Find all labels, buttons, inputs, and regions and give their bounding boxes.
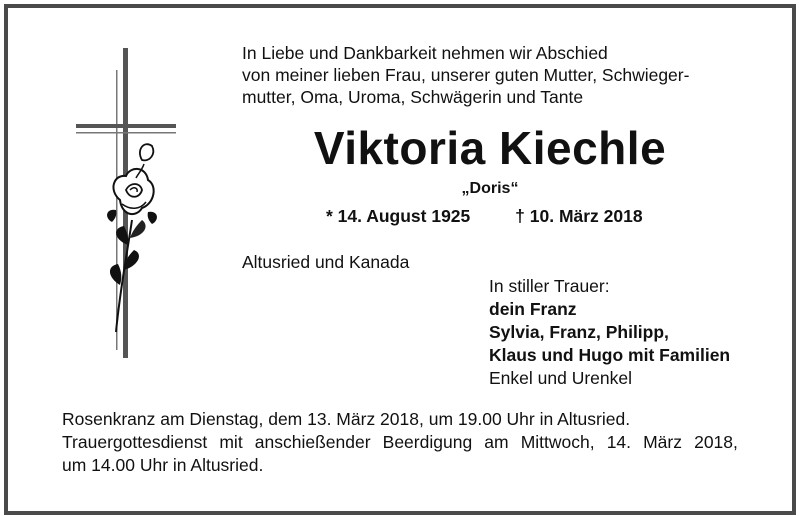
- mourners-heading: In stiller Trauer:: [489, 276, 610, 296]
- deceased-nickname: „Doris“: [461, 180, 519, 197]
- notice-word: am: [484, 432, 509, 452]
- notice-word: 14.: [606, 432, 632, 452]
- notice-word: Trauergottesdienst: [62, 432, 208, 452]
- notice-word: mit: [219, 432, 243, 452]
- deceased-name: Viktoria Kiechle: [313, 122, 667, 174]
- intro-line: In Liebe und Dankbarkeit nehmen wir Abschied: [242, 43, 608, 63]
- notice-word: 2018,: [694, 432, 738, 452]
- notice-word: März: [643, 432, 682, 452]
- mourner-line: Enkel und Urenkel: [489, 368, 632, 388]
- cross-with-rose-icon: [60, 40, 190, 370]
- notice-word: Mittwoch,: [520, 432, 595, 452]
- notice-word: Beerdigung: [382, 432, 473, 452]
- intro-text: [242, 42, 762, 108]
- birth-date: * 14. August 1925: [326, 206, 471, 226]
- intro-line: mutter, Oma, Uroma, Schwägerin und Tante: [242, 87, 584, 107]
- rosary-notice: Rosenkranz am Dienstag, dem 13. März 2018, um 19.00 Uhr in Altusried.: [62, 409, 631, 429]
- mourner-line: Klaus und Hugo mit Familien: [489, 345, 731, 365]
- funeral-service-notice-line2: um 14.00 Uhr in Altusried.: [62, 455, 264, 475]
- service-notices: [62, 408, 742, 477]
- funeral-service-notice: [62, 431, 738, 454]
- death-date: † 10. März 2018: [515, 206, 643, 226]
- residence-place: Altusried und Kanada: [242, 252, 410, 272]
- mourner-line: dein Franz: [489, 299, 577, 319]
- mourners-block: [489, 275, 730, 390]
- intro-line: von meiner lieben Frau, unserer guten Mutter, Schwieger-: [242, 65, 690, 85]
- notice-word: anschießender: [254, 432, 371, 452]
- life-dates: [326, 206, 726, 227]
- mourner-line: Sylvia, Franz, Philipp,: [489, 322, 669, 342]
